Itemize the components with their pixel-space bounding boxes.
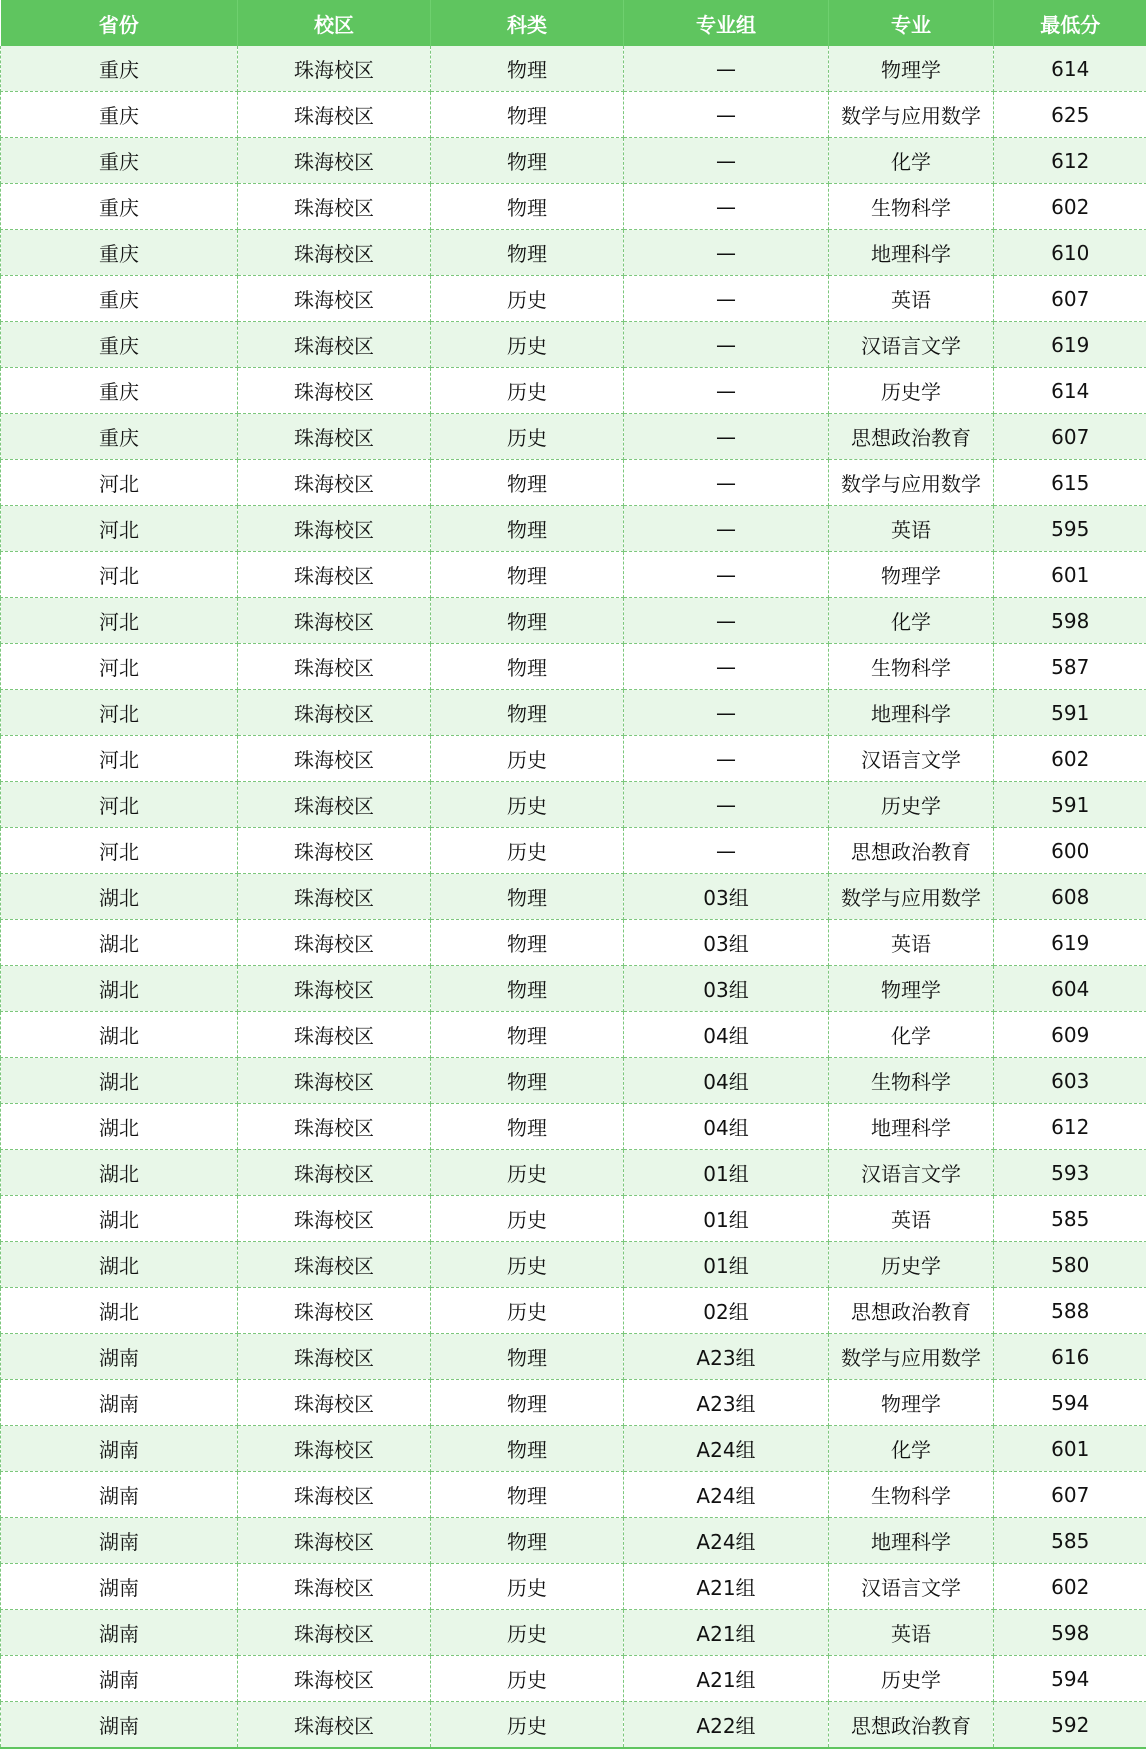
cell-major: 物理学 [829,966,994,1012]
cell-province: 湖南 [1,1426,238,1472]
table-row [1,1610,1146,1656]
cell-subject-category: 物理 [431,920,624,966]
table-row [1,138,1146,184]
table-row [1,276,1146,322]
cell-campus: 珠海校区 [238,828,431,874]
cell-min-score: 625 [994,92,1146,138]
cell-province: 湖北 [1,1150,238,1196]
table-row [1,1012,1146,1058]
cell-major-group: A21组 [624,1656,829,1702]
cell-major-group: — [624,506,829,552]
cell-province: 河北 [1,690,238,736]
cell-province: 湖北 [1,920,238,966]
cell-subject-category: 物理 [431,1334,624,1380]
cell-min-score: 587 [994,644,1146,690]
cell-campus: 珠海校区 [238,644,431,690]
cell-min-score: 619 [994,920,1146,966]
table-row [1,184,1146,230]
cell-campus: 珠海校区 [238,1610,431,1656]
cell-campus: 珠海校区 [238,230,431,276]
cell-province: 湖北 [1,874,238,920]
cell-major: 化学 [829,138,994,184]
cell-province: 重庆 [1,276,238,322]
cell-major-group: — [624,828,829,874]
table-row [1,1058,1146,1104]
cell-major-group: — [624,276,829,322]
cell-min-score: 615 [994,460,1146,506]
cell-min-score: 612 [994,138,1146,184]
cell-major-group: 04组 [624,1104,829,1150]
cell-major: 英语 [829,276,994,322]
cell-subject-category: 物理 [431,184,624,230]
cell-major-group: — [624,782,829,828]
cell-min-score: 598 [994,1610,1146,1656]
cell-major-group: — [624,644,829,690]
cell-major: 生物科学 [829,1058,994,1104]
cell-min-score: 594 [994,1380,1146,1426]
cell-major: 汉语言文学 [829,736,994,782]
cell-min-score: 602 [994,184,1146,230]
cell-province: 河北 [1,460,238,506]
table-row [1,1426,1146,1472]
cell-campus: 珠海校区 [238,1334,431,1380]
cell-campus: 珠海校区 [238,598,431,644]
cell-major: 英语 [829,506,994,552]
cell-campus: 珠海校区 [238,1242,431,1288]
cell-min-score: 616 [994,1334,1146,1380]
cell-major: 历史学 [829,1656,994,1702]
table-row [1,1564,1146,1610]
cell-major: 数学与应用数学 [829,874,994,920]
table-row [1,736,1146,782]
cell-major: 汉语言文学 [829,322,994,368]
cell-campus: 珠海校区 [238,276,431,322]
cell-min-score: 585 [994,1518,1146,1564]
cell-major-group: — [624,368,829,414]
cell-min-score: 604 [994,966,1146,1012]
cell-major-group: — [624,460,829,506]
cell-province: 重庆 [1,414,238,460]
cell-min-score: 585 [994,1196,1146,1242]
cell-province: 湖北 [1,966,238,1012]
cell-major-group: 03组 [624,874,829,920]
cell-province: 湖南 [1,1702,238,1749]
cell-campus: 珠海校区 [238,736,431,782]
cell-campus: 珠海校区 [238,552,431,598]
cell-province: 河北 [1,736,238,782]
cell-province: 湖北 [1,1196,238,1242]
cell-major: 地理科学 [829,1518,994,1564]
cell-min-score: 580 [994,1242,1146,1288]
table-row [1,368,1146,414]
cell-province: 湖南 [1,1610,238,1656]
cell-subject-category: 历史 [431,414,624,460]
cell-province: 湖南 [1,1472,238,1518]
cell-major-group: — [624,92,829,138]
cell-major: 英语 [829,1610,994,1656]
cell-major-group: — [624,184,829,230]
cell-min-score: 600 [994,828,1146,874]
cell-major-group: 04组 [624,1012,829,1058]
cell-major-group: — [624,690,829,736]
cell-province: 河北 [1,644,238,690]
table-row [1,1380,1146,1426]
cell-campus: 珠海校区 [238,1012,431,1058]
cell-min-score: 614 [994,46,1146,92]
table-row [1,1334,1146,1380]
cell-province: 重庆 [1,46,238,92]
cell-major-group: A22组 [624,1702,829,1749]
cell-campus: 珠海校区 [238,1058,431,1104]
cell-subject-category: 历史 [431,1196,624,1242]
table-row [1,1242,1146,1288]
cell-min-score: 601 [994,1426,1146,1472]
table-row [1,1656,1146,1702]
cell-min-score: 607 [994,1472,1146,1518]
table-row [1,828,1146,874]
table-row [1,460,1146,506]
cell-major: 历史学 [829,1242,994,1288]
cell-campus: 珠海校区 [238,1426,431,1472]
cell-min-score: 619 [994,322,1146,368]
cell-subject-category: 历史 [431,1288,624,1334]
table-row [1,552,1146,598]
cell-major: 化学 [829,598,994,644]
table-row [1,966,1146,1012]
cell-campus: 珠海校区 [238,782,431,828]
table-row [1,690,1146,736]
cell-campus: 珠海校区 [238,920,431,966]
cell-campus: 珠海校区 [238,184,431,230]
cell-province: 湖南 [1,1380,238,1426]
cell-major: 思想政治教育 [829,1288,994,1334]
cell-campus: 珠海校区 [238,1196,431,1242]
cell-subject-category: 物理 [431,690,624,736]
cell-major: 汉语言文学 [829,1564,994,1610]
cell-province: 河北 [1,782,238,828]
cell-major-group: — [624,138,829,184]
cell-campus: 珠海校区 [238,322,431,368]
cell-province: 河北 [1,598,238,644]
cell-campus: 珠海校区 [238,874,431,920]
cell-subject-category: 历史 [431,828,624,874]
cell-min-score: 603 [994,1058,1146,1104]
cell-subject-category: 物理 [431,1426,624,1472]
header-major: 专业 [829,0,994,46]
cell-subject-category: 物理 [431,1472,624,1518]
table-row [1,230,1146,276]
cell-province: 河北 [1,828,238,874]
cell-major: 历史学 [829,368,994,414]
cell-province: 重庆 [1,92,238,138]
cell-campus: 珠海校区 [238,1104,431,1150]
cell-major-group: A23组 [624,1334,829,1380]
cell-major-group: 04组 [624,1058,829,1104]
cell-major: 生物科学 [829,644,994,690]
cell-subject-category: 历史 [431,1610,624,1656]
header-subject-category: 科类 [431,0,624,46]
cell-major-group: 01组 [624,1242,829,1288]
cell-province: 河北 [1,506,238,552]
cell-major: 思想政治教育 [829,828,994,874]
cell-major-group: A24组 [624,1426,829,1472]
table-row [1,1104,1146,1150]
table-row [1,1288,1146,1334]
cell-subject-category: 物理 [431,598,624,644]
cell-major: 英语 [829,920,994,966]
table-row [1,920,1146,966]
cell-subject-category: 物理 [431,506,624,552]
cell-major: 化学 [829,1426,994,1472]
cell-min-score: 598 [994,598,1146,644]
cell-subject-category: 物理 [431,460,624,506]
cell-min-score: 614 [994,368,1146,414]
table-row [1,414,1146,460]
table-row [1,322,1146,368]
cell-province: 湖北 [1,1058,238,1104]
cell-subject-category: 历史 [431,368,624,414]
cell-min-score: 602 [994,1564,1146,1610]
cell-major: 地理科学 [829,690,994,736]
cell-major-group: 01组 [624,1150,829,1196]
cell-subject-category: 物理 [431,552,624,598]
header-campus: 校区 [238,0,431,46]
cell-subject-category: 物理 [431,1380,624,1426]
cell-campus: 珠海校区 [238,92,431,138]
cell-subject-category: 物理 [431,966,624,1012]
cell-major-group: — [624,322,829,368]
cell-campus: 珠海校区 [238,46,431,92]
cell-min-score: 591 [994,690,1146,736]
cell-major: 历史学 [829,782,994,828]
table-row [1,46,1146,92]
cell-subject-category: 物理 [431,230,624,276]
table-row [1,1518,1146,1564]
cell-major: 生物科学 [829,1472,994,1518]
cell-major-group: 03组 [624,920,829,966]
header-major-group: 专业组 [624,0,829,46]
cell-subject-category: 历史 [431,1564,624,1610]
cell-major: 英语 [829,1196,994,1242]
cell-major: 汉语言文学 [829,1150,994,1196]
table-row [1,1702,1146,1749]
cell-min-score: 595 [994,506,1146,552]
cell-major-group: A24组 [624,1518,829,1564]
cell-min-score: 601 [994,552,1146,598]
cell-major-group: — [624,736,829,782]
cell-min-score: 610 [994,230,1146,276]
table-row [1,506,1146,552]
table-body [1,46,1146,1748]
cell-subject-category: 物理 [431,92,624,138]
cell-subject-category: 历史 [431,1242,624,1288]
cell-major: 物理学 [829,1380,994,1426]
cell-campus: 珠海校区 [238,506,431,552]
cell-subject-category: 历史 [431,1702,624,1749]
cell-major: 数学与应用数学 [829,460,994,506]
cell-major-group: — [624,414,829,460]
cell-min-score: 608 [994,874,1146,920]
cell-campus: 珠海校区 [238,1518,431,1564]
cell-min-score: 607 [994,276,1146,322]
header-province: 省份 [1,0,238,46]
cell-subject-category: 历史 [431,1656,624,1702]
cell-major-group: — [624,46,829,92]
cell-campus: 珠海校区 [238,368,431,414]
header-row [1,0,1146,46]
cell-major: 物理学 [829,552,994,598]
cell-major: 地理科学 [829,230,994,276]
cell-major: 化学 [829,1012,994,1058]
cell-subject-category: 物理 [431,1518,624,1564]
cell-min-score: 591 [994,782,1146,828]
cell-province: 湖北 [1,1242,238,1288]
cell-campus: 珠海校区 [238,1656,431,1702]
cell-min-score: 609 [994,1012,1146,1058]
cell-subject-category: 物理 [431,874,624,920]
cell-major: 数学与应用数学 [829,1334,994,1380]
cell-major-group: — [624,230,829,276]
cell-major: 数学与应用数学 [829,92,994,138]
cell-min-score: 602 [994,736,1146,782]
cell-major-group: 02组 [624,1288,829,1334]
cell-province: 湖北 [1,1104,238,1150]
cell-subject-category: 物理 [431,138,624,184]
cell-province: 湖南 [1,1564,238,1610]
cell-min-score: 607 [994,414,1146,460]
cell-province: 湖南 [1,1334,238,1380]
cell-subject-category: 历史 [431,782,624,828]
table-row [1,644,1146,690]
cell-major: 思想政治教育 [829,1702,994,1749]
cell-min-score: 592 [994,1702,1146,1749]
cell-subject-category: 物理 [431,644,624,690]
table-row [1,1150,1146,1196]
cell-min-score: 588 [994,1288,1146,1334]
cell-subject-category: 历史 [431,276,624,322]
cell-campus: 珠海校区 [238,1288,431,1334]
cell-min-score: 612 [994,1104,1146,1150]
cell-subject-category: 历史 [431,736,624,782]
cell-campus: 珠海校区 [238,1702,431,1749]
cell-min-score: 594 [994,1656,1146,1702]
cell-province: 湖南 [1,1518,238,1564]
cell-province: 重庆 [1,368,238,414]
cell-campus: 珠海校区 [238,690,431,736]
cell-province: 湖北 [1,1288,238,1334]
cell-province: 重庆 [1,138,238,184]
cell-subject-category: 物理 [431,1104,624,1150]
cell-major: 物理学 [829,46,994,92]
table-row [1,598,1146,644]
cell-campus: 珠海校区 [238,1150,431,1196]
cell-major-group: — [624,552,829,598]
cell-major-group: 01组 [624,1196,829,1242]
cell-province: 湖南 [1,1656,238,1702]
header-min-score: 最低分 [994,0,1146,46]
cell-province: 重庆 [1,322,238,368]
table-row [1,1472,1146,1518]
cell-campus: 珠海校区 [238,1472,431,1518]
cell-major-group: A21组 [624,1610,829,1656]
cell-major-group: 03组 [624,966,829,1012]
cell-subject-category: 物理 [431,1012,624,1058]
cell-campus: 珠海校区 [238,414,431,460]
cell-campus: 珠海校区 [238,138,431,184]
cell-subject-category: 历史 [431,1150,624,1196]
cell-min-score: 593 [994,1150,1146,1196]
cell-major-group: A21组 [624,1564,829,1610]
cell-campus: 珠海校区 [238,966,431,1012]
table-row [1,874,1146,920]
cell-major: 地理科学 [829,1104,994,1150]
table-header [1,0,1146,46]
cell-province: 重庆 [1,230,238,276]
cell-major-group: A24组 [624,1472,829,1518]
cell-major: 思想政治教育 [829,414,994,460]
table-row [1,782,1146,828]
cell-major-group: A23组 [624,1380,829,1426]
cell-subject-category: 物理 [431,46,624,92]
table-row [1,92,1146,138]
cell-subject-category: 物理 [431,1058,624,1104]
table-row [1,1196,1146,1242]
cell-province: 湖北 [1,1012,238,1058]
cell-subject-category: 历史 [431,322,624,368]
cell-campus: 珠海校区 [238,460,431,506]
cell-province: 重庆 [1,184,238,230]
cell-major-group: — [624,598,829,644]
cell-province: 河北 [1,552,238,598]
cell-major: 生物科学 [829,184,994,230]
cell-campus: 珠海校区 [238,1564,431,1610]
cell-campus: 珠海校区 [238,1380,431,1426]
